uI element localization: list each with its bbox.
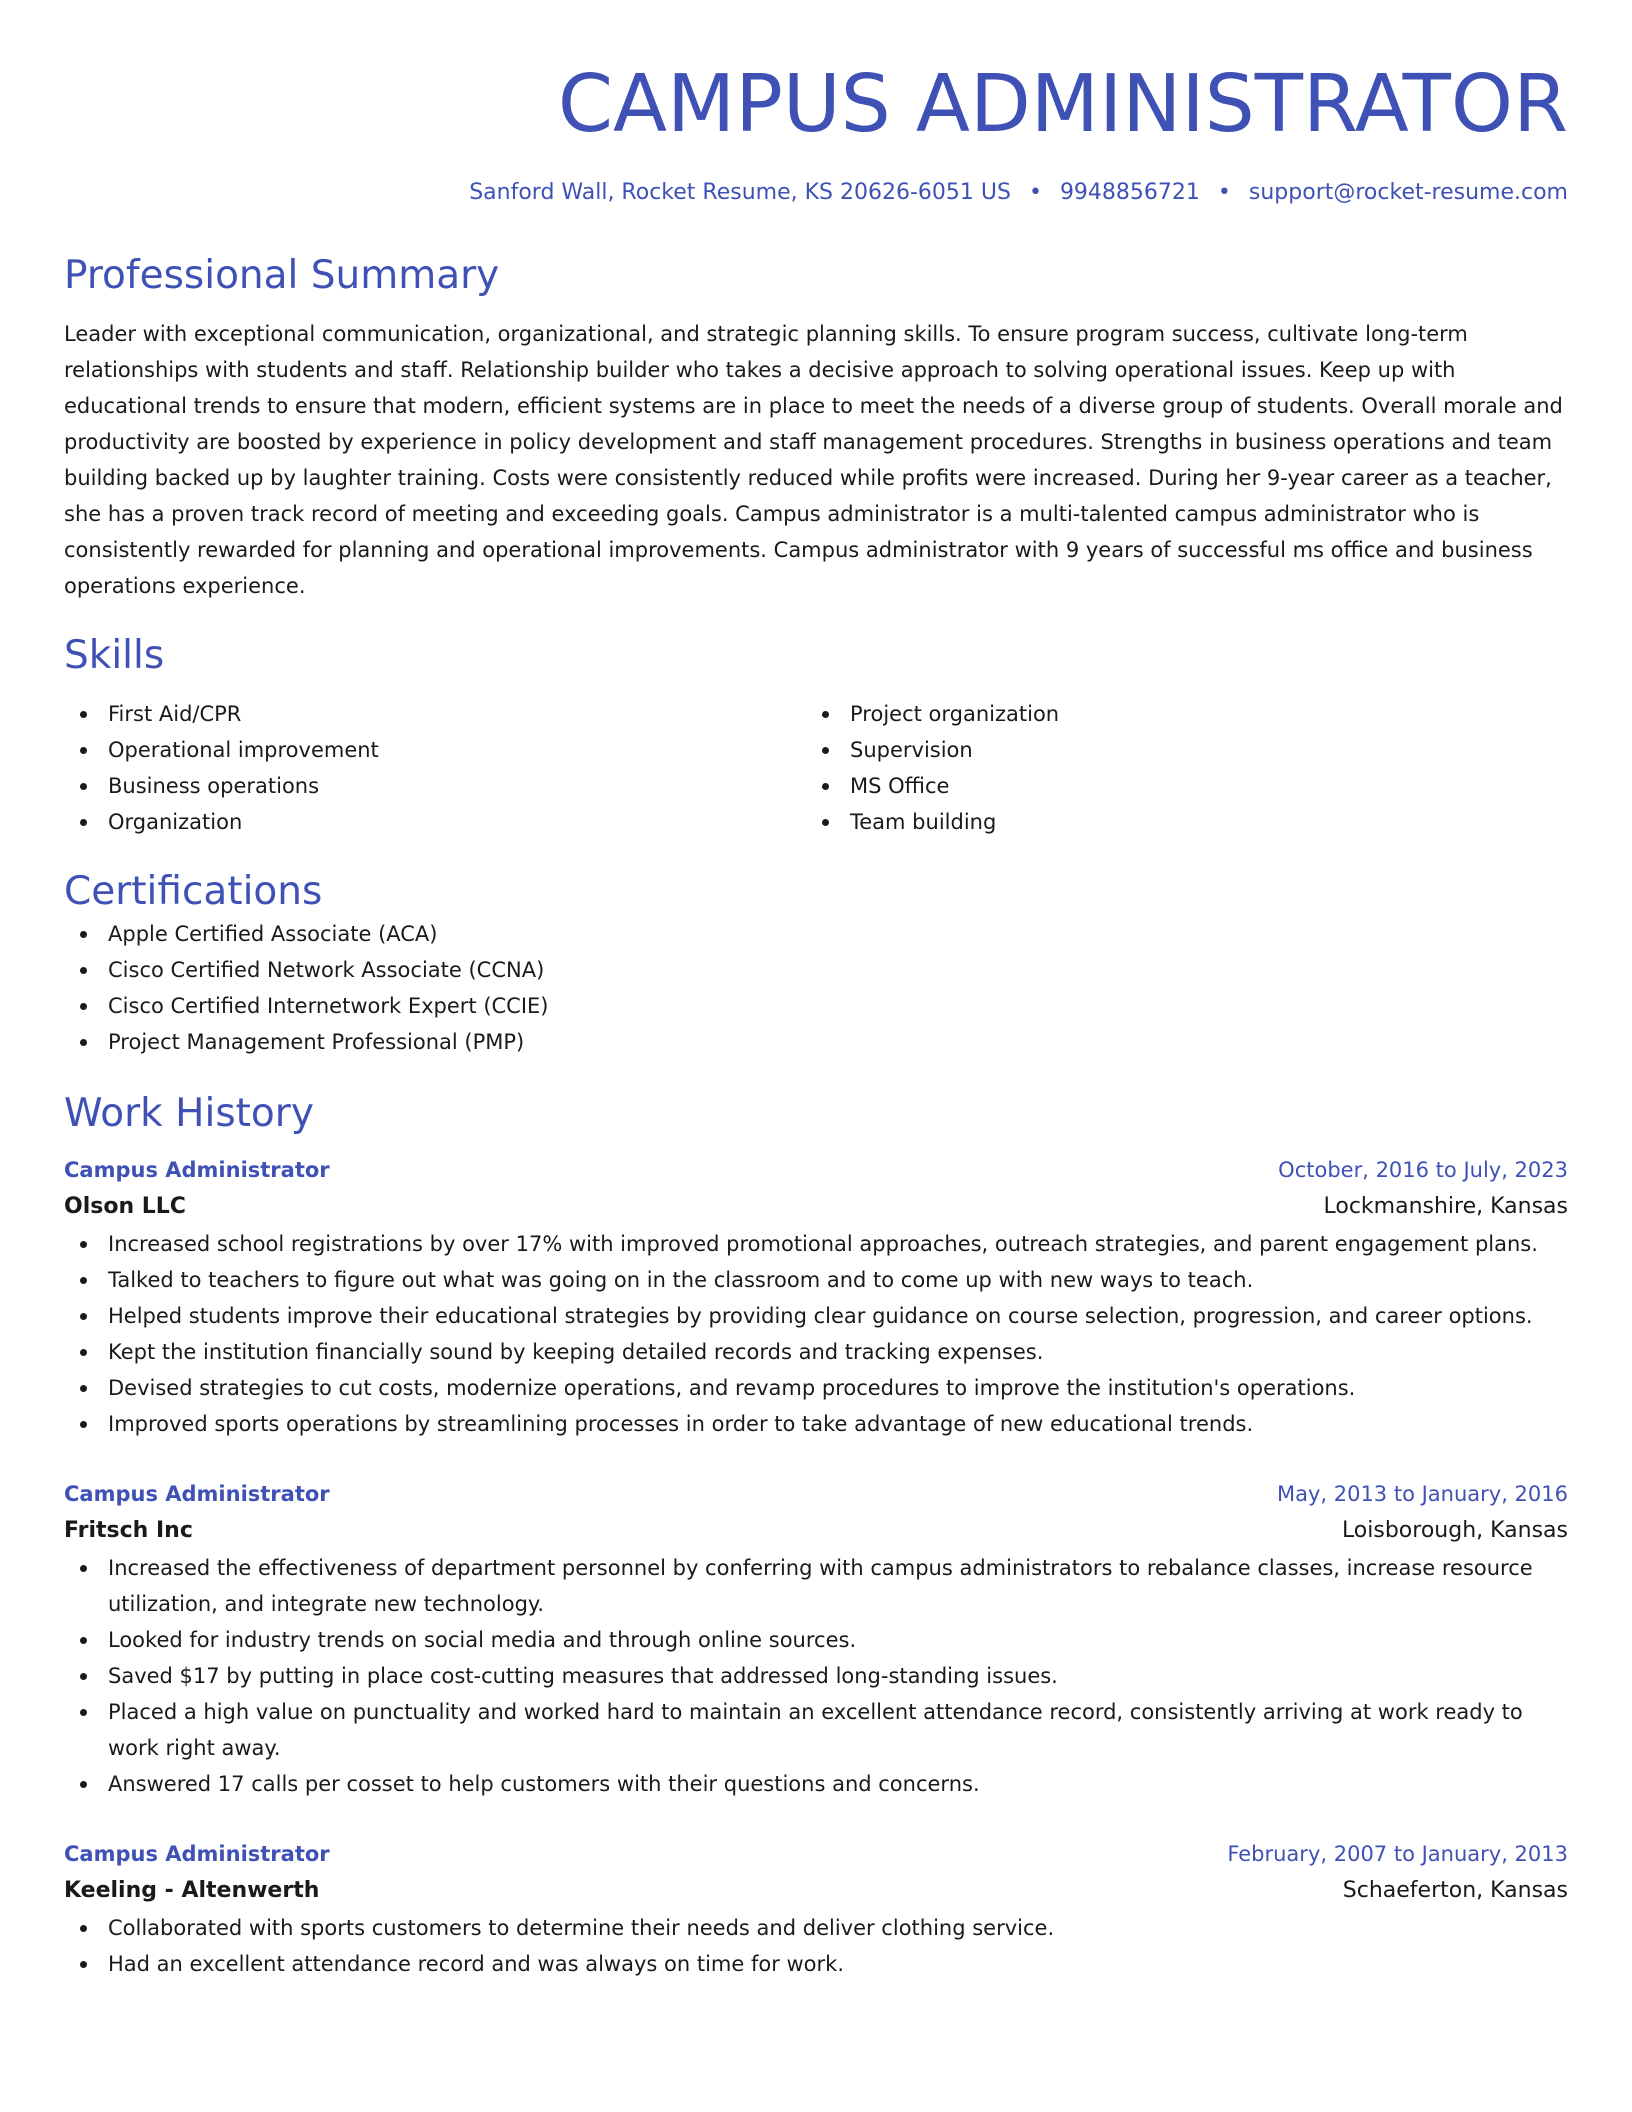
- job-company-row: [64, 1512, 1568, 1550]
- resume-page: [64, 0, 1568, 1982]
- skill-item: [806, 804, 1548, 840]
- bullet-icon: [80, 1039, 87, 1046]
- job-dates: May, 2013 to January, 2016: [1276, 1482, 1568, 1506]
- skill-item: [64, 732, 806, 768]
- job-company: Fritsch Inc: [64, 1518, 193, 1543]
- skill-label: MS Office: [850, 774, 950, 798]
- job-entry: [64, 1836, 1568, 1982]
- skill-label: First Aid/CPR: [108, 702, 242, 726]
- bullet-icon: [80, 1709, 87, 1716]
- job-bullet-text: Improved sports operations by streamlining processes in order to take advantage of new educational trends.: [108, 1412, 1254, 1436]
- skill-label: Business operations: [108, 774, 320, 798]
- job-entry: [64, 1476, 1568, 1802]
- job-bullet-text: Looked for industry trends on social media and through online sources.: [108, 1628, 857, 1652]
- job-dates: October, 2016 to July, 2023: [1278, 1158, 1568, 1182]
- bullet-icon: [80, 1673, 87, 1680]
- skill-label: Organization: [108, 810, 243, 834]
- skill-item: [64, 768, 806, 804]
- job-bullet: [64, 1298, 1568, 1334]
- bullet-icon: [822, 783, 829, 790]
- bullet-icon: [80, 1277, 87, 1284]
- job-location: Schaeferton, Kansas: [1342, 1878, 1568, 1903]
- contact-separator: •: [1028, 180, 1042, 205]
- bullet-icon: [80, 819, 87, 826]
- contact-address: Sanford Wall, Rocket Resume, KS 20626-6051 US: [469, 180, 1011, 205]
- skill-label: Project organization: [850, 702, 1060, 726]
- job-bullet: [64, 1694, 1568, 1766]
- job-bullet-text: Increased the effectiveness of department personnel by conferring with campus administrators to rebalance classes, increase resource utilization, and integrate new technology.: [108, 1556, 1533, 1616]
- skill-label: Team building: [850, 810, 997, 834]
- job-header-row: [64, 1152, 1568, 1188]
- job-company: Keeling - Altenwerth: [64, 1878, 320, 1903]
- work-history-heading: Work History: [64, 1091, 314, 1136]
- job-bullet: [64, 1550, 1568, 1622]
- bullet-icon: [80, 931, 87, 938]
- bullet-icon: [80, 1003, 87, 1010]
- skill-item: [806, 696, 1548, 732]
- job-bullet: [64, 1226, 1568, 1262]
- skill-label: Operational improvement: [108, 738, 379, 762]
- job-company: Olson LLC: [64, 1194, 186, 1219]
- job-title: Campus Administrator: [64, 1482, 330, 1506]
- skills-grid: [64, 696, 1568, 840]
- job-company-row: [64, 1188, 1568, 1226]
- job-bullet-text: Helped students improve their educational strategies by providing clear guidance on course selection, progression, and career options.: [108, 1304, 1533, 1328]
- skills-column-left: [64, 696, 806, 840]
- bullet-icon: [80, 1925, 87, 1932]
- summary-heading: Professional Summary: [64, 253, 500, 298]
- bullet-icon: [80, 1637, 87, 1644]
- job-bullet-text: Had an excellent attendance record and was always on time for work.: [108, 1952, 845, 1976]
- job-bullet: [64, 1334, 1568, 1370]
- bullet-icon: [80, 1313, 87, 1320]
- skills-heading: Skills: [64, 633, 165, 678]
- contact-separator: •: [1217, 180, 1231, 205]
- job-header-row: [64, 1836, 1568, 1872]
- job-bullet-text: Devised strategies to cut costs, modernize operations, and revamp procedures to improve the institution's operations.: [108, 1376, 1356, 1400]
- job-company-row: [64, 1872, 1568, 1910]
- bullet-icon: [80, 1961, 87, 1968]
- skills-column-right: [806, 696, 1548, 840]
- bullet-icon: [80, 1349, 87, 1356]
- certification-item: [64, 952, 1568, 988]
- certification-label: Cisco Certified Internetwork Expert (CCIE): [108, 994, 549, 1018]
- job-bullet-text: Placed a high value on punctuality and worked hard to maintain an excellent attendance record, consistently arriving at work ready to work right away.: [108, 1700, 1523, 1760]
- job-bullet-text: Talked to teachers to figure out what was going on in the classroom and to come up with new ways to teach.: [108, 1268, 1254, 1292]
- certification-item: [64, 1024, 1568, 1060]
- certifications-heading: Certifications: [64, 869, 323, 914]
- job-bullet: [64, 1946, 1568, 1982]
- job-bullet: [64, 1766, 1568, 1802]
- job-location: Loisborough, Kansas: [1341, 1518, 1568, 1543]
- job-bullets: [64, 1226, 1568, 1442]
- skill-item: [806, 768, 1548, 804]
- job-bullets: [64, 1550, 1568, 1802]
- certifications-list: [64, 916, 1568, 1060]
- job-bullet: [64, 1622, 1568, 1658]
- bullet-icon: [80, 1565, 87, 1572]
- job-title: Campus Administrator: [64, 1158, 330, 1182]
- bullet-icon: [80, 783, 87, 790]
- job-header-row: [64, 1476, 1568, 1512]
- bullet-icon: [80, 1781, 87, 1788]
- bullet-icon: [80, 1241, 87, 1248]
- resume-title: CAMPUS ADMINISTRATOR: [557, 58, 1568, 150]
- certification-label: Cisco Certified Network Associate (CCNA): [108, 958, 545, 982]
- bullet-icon: [80, 711, 87, 718]
- job-bullet: [64, 1370, 1568, 1406]
- skill-label: Supervision: [850, 738, 973, 762]
- job-bullet-text: Increased school registrations by over 17% with improved promotional approaches, outreach strategies, and parent engagement plans.: [108, 1232, 1538, 1256]
- bullet-icon: [80, 1385, 87, 1392]
- job-bullet: [64, 1910, 1568, 1946]
- job-location: Lockmanshire, Kansas: [1323, 1194, 1568, 1219]
- skill-item: [806, 732, 1548, 768]
- certification-item: [64, 916, 1568, 952]
- job-bullets: [64, 1910, 1568, 1982]
- bullet-icon: [822, 819, 829, 826]
- job-bullet-text: Kept the institution financially sound by keeping detailed records and tracking expenses.: [108, 1340, 1044, 1364]
- bullet-icon: [822, 747, 829, 754]
- certification-label: Project Management Professional (PMP): [108, 1030, 525, 1054]
- bullet-icon: [80, 967, 87, 974]
- bullet-icon: [822, 711, 829, 718]
- summary-text: Leader with exceptional communication, organizational, and strategic planning skills. To ensure program success, cultivate long-term relationships with students and staff. Relationship builder who takes a decisive approach to solving operational issues. Keep up with educational trends to ensure that modern, efficient systems are in place to meet the needs of a diverse group of students. Overall morale and productivity are boosted by experience in policy development and staff management procedures. Strengths in business operations and team building backed up by laughter training. Costs were consistently reduced while profits were increased. During her 9-year career as a teacher, she has a proven track record of meeting and exceeding goals. Campus administrator is a multi-talented campus administrator who is consistently rewarded for planning and operational improvements. Campus administrator with 9 years of successful ms office and business operations experience.: [64, 322, 1563, 598]
- bullet-icon: [80, 747, 87, 754]
- skill-item: [64, 696, 806, 732]
- job-dates: February, 2007 to January, 2013: [1227, 1842, 1568, 1866]
- contact-email[interactable]: support@rocket-resume.com: [1248, 180, 1568, 205]
- contact-line: [64, 178, 1568, 208]
- job-title: Campus Administrator: [64, 1842, 330, 1866]
- certification-label: Apple Certified Associate (ACA): [108, 922, 438, 946]
- job-bullet-text: Collaborated with sports customers to determine their needs and deliver clothing service.: [108, 1916, 1055, 1940]
- job-bullet: [64, 1658, 1568, 1694]
- job-bullet: [64, 1262, 1568, 1298]
- job-bullet-text: Answered 17 calls per cosset to help customers with their questions and concerns.: [108, 1772, 980, 1796]
- bullet-icon: [80, 1421, 87, 1428]
- contact-phone[interactable]: 9948856721: [1059, 180, 1200, 205]
- job-bullet-text: Saved $17 by putting in place cost-cutting measures that addressed long-standing issues.: [108, 1664, 1058, 1688]
- skill-item: [64, 804, 806, 840]
- job-entry: [64, 1152, 1568, 1442]
- job-bullet: [64, 1406, 1568, 1442]
- certification-item: [64, 988, 1568, 1024]
